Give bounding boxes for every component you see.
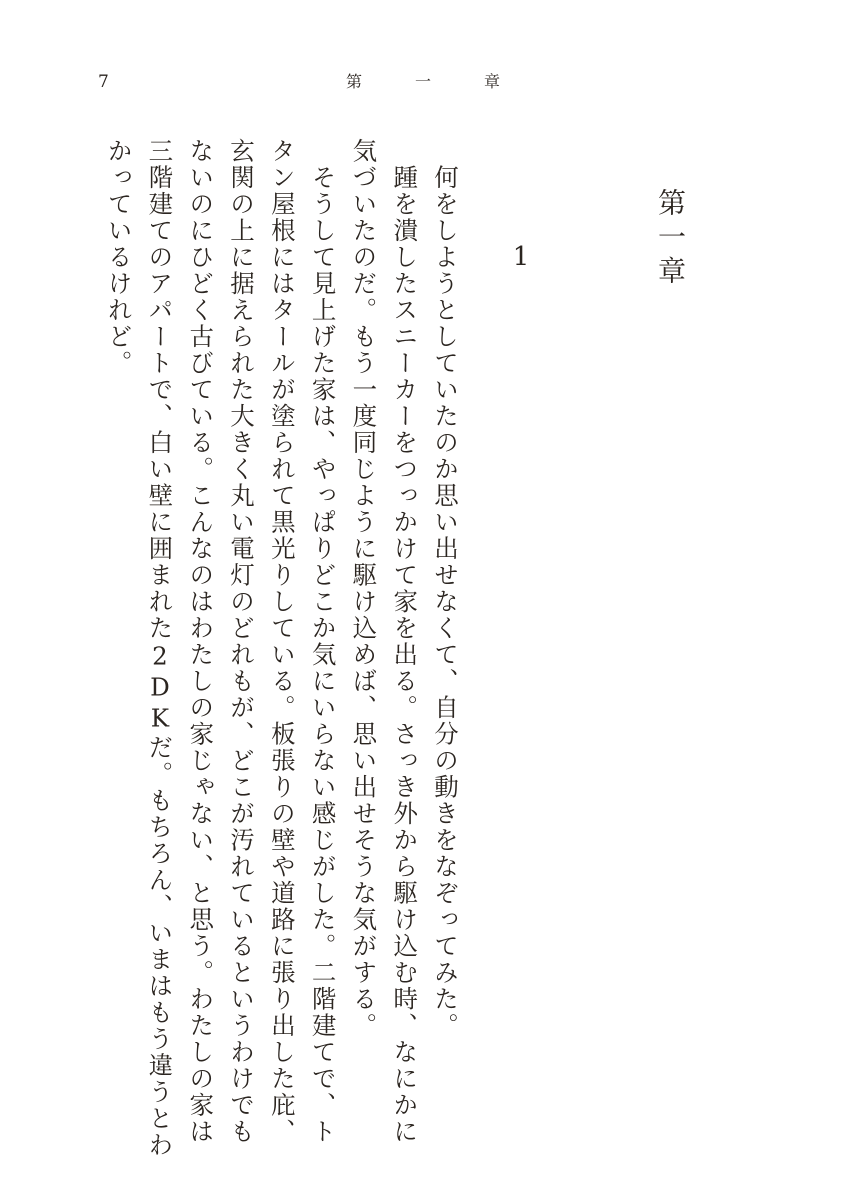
text-line: 玄関の上に据えられた大きく丸い電灯のどれもが、どこが汚れているというわけでも xyxy=(227,138,257,1145)
running-header-char: 一 xyxy=(414,72,431,91)
text-line: ないのにひどく古びている。こんなのはわたしの家じゃない、と思う。わたしの家は xyxy=(186,138,216,1145)
page-number: 7 xyxy=(98,72,109,92)
running-header-char: 第 xyxy=(346,72,363,91)
chapter-title: 第一章 xyxy=(654,188,687,290)
text-line: 三階建てのアパートで、白い壁に囲まれた2DKだ。もちろん、いまはもう違うとわ xyxy=(145,138,175,1159)
text-line: 気づいたのだ。もう一度同じように駆け込めば、思い出せそうな気がする。 xyxy=(349,138,379,1039)
text-line: かっているけれど。 xyxy=(104,138,134,377)
text-line: そうして見上げた家は、やっぱりどこか気にいらない感じがした。二階建てで、ト xyxy=(308,138,338,1145)
text-line: 何をしようとしていたのか思い出せなくて、自分の動きをなぞってみた。 xyxy=(431,138,460,1039)
section-number: 1 xyxy=(506,242,536,272)
running-header-char: 章 xyxy=(483,72,500,91)
body-text xyxy=(98,138,465,1159)
running-header xyxy=(346,72,500,92)
text-line: タン屋根にはタールが塗られて黒光りしている。板張りの壁や道路に張り出した庇、 xyxy=(267,138,297,1145)
text-line: 踵を潰したスニーカーをつっかけて家を出る。さっき外から駆け込む時、なにかに xyxy=(390,138,420,1145)
